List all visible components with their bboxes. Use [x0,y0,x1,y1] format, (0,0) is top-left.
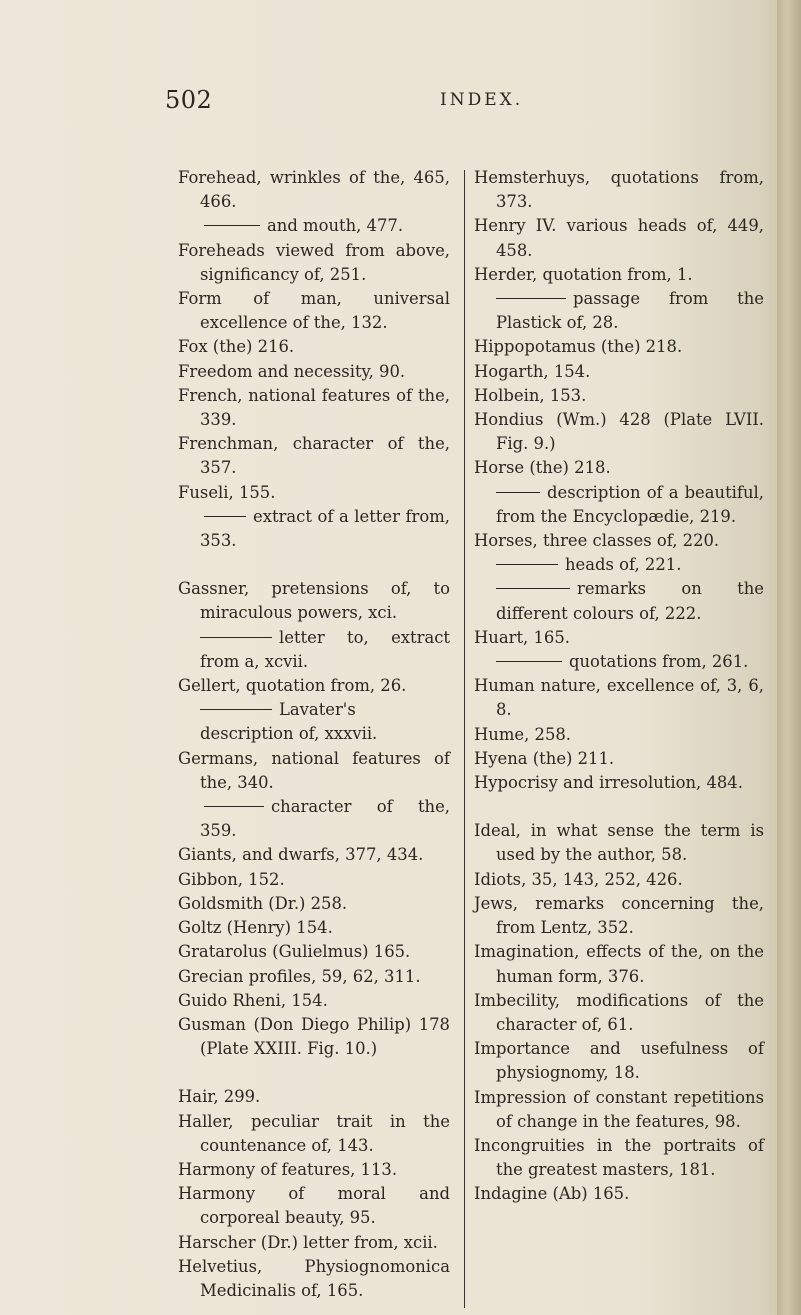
ditto-dash [496,298,566,299]
index-entry-text: Hemsterhuys, quotations from, 373. [474,168,764,212]
index-entry [178,577,450,625]
index-entry [178,1231,450,1255]
index-entry-text: Fuseli, 155. [178,482,276,502]
index-entry-text: Harmony of features, 113. [178,1159,398,1179]
index-entry-text: Hippopotamus (the) 218. [474,337,683,357]
index-entry-text: Form of man, universal excellence of the, 132. [178,289,450,333]
ditto-dash [200,637,272,638]
index-entry [178,698,450,746]
index-entry [178,1013,450,1061]
ditto-dash [496,492,540,493]
index-entry [178,384,450,432]
index-entry [474,892,764,940]
index-entry [474,868,764,892]
index-entry [178,239,450,287]
ditto-dash [204,516,246,517]
index-entry [474,384,764,408]
section-gap [178,553,450,577]
index-entry-text: Herder, quotation from, 1. [474,264,693,284]
index-entry-text: Jews, remarks concerning the, from Lentz, 352. [474,893,764,938]
index-entry-text: Guido Rheni, 154. [178,990,328,1010]
index-entry-text: Fox (the) 216. [178,337,295,357]
index-entry-text: Imagination, effects of the, on the human form, 376. [474,942,764,986]
index-entry [178,892,450,916]
index-entry [474,723,764,747]
index-entry-text: and mouth, 477. [267,216,404,236]
index-entry-text: Goltz (Henry) 154. [178,918,333,938]
index-entry-text: heads of, 221. [565,555,682,575]
index-entry-text: passage from the Plastick of, 28. [496,289,764,333]
index-entry [178,1255,450,1303]
index-entry [178,626,450,674]
index-entry [178,674,450,698]
index-entry [178,287,450,335]
index-entry [178,1158,450,1182]
index-entry-text: Ideal, in what sense the term is used by the author, 58. [474,821,764,865]
index-entry [474,1134,764,1182]
index-entry-text: quotations from, 261. [569,652,749,672]
index-entry-text: Gassner, pretensions of, to miraculous powers, xci. [178,579,450,623]
index-entry [474,747,764,771]
index-entry-text: Hyena (the) 211. [474,748,615,768]
index-entry-text: Helvetius, Physiognomonica Medicinalis of, 165. [178,1256,450,1300]
index-entry-text: description of a beautiful, from the Encyclopædie, 219. [496,482,764,526]
index-entry-text: Germans, national features of the, 340. [178,748,450,792]
ditto-dash [204,806,264,807]
index-entry-text: Horse (the) 218. [474,458,611,478]
index-entry [474,1182,764,1206]
index-entry [178,1085,450,1109]
index-entry [178,432,450,480]
index-entry [474,553,764,577]
index-entry [474,263,764,287]
page-edge [777,0,801,1315]
index-entry-text: Hypocrisy and irresolution, 484. [474,773,743,793]
index-entry [474,335,764,359]
index-entry [178,795,450,843]
index-entry-text: Gellert, quotation from, 26. [178,676,407,696]
index-entry [474,456,764,480]
index-entry [178,916,450,940]
index-entry-text: French, national features of the, 339. [178,385,450,430]
index-entry-text: Imbecility, modifications of the character of, 61. [474,990,764,1034]
page-number: 502 [165,86,213,114]
index-entry-text: Freedom and necessity, 90. [178,361,406,381]
index-entry-text: Henry IV. various heads of, 449, 458. [474,216,764,260]
index-column-left [178,166,450,1303]
index-entry-text: Hair, 299. [178,1087,261,1107]
index-entry [474,674,764,722]
index-entry [178,1182,450,1230]
index-entry-text: Lavater's description of, xxxvii. [200,700,378,744]
index-entry-text: Giants, and dwarfs, 377, 434. [178,845,424,865]
index-entry [474,287,764,335]
ditto-dash [496,661,562,662]
index-entry [474,214,764,262]
ditto-dash [496,564,558,565]
index-entry-text: Hondius (Wm.) 428 (Plate LVII. Fig. 9.) [474,410,764,454]
index-entry [178,843,450,867]
index-entry [474,626,764,650]
index-entry-text: Frenchman, character of the, 357. [178,434,450,478]
index-entry [474,408,764,456]
index-entry [474,529,764,553]
section-gap [178,1061,450,1085]
index-entry [178,360,450,384]
index-entry-text: remarks on the different colours of, 222. [496,579,764,623]
index-entry [474,650,764,674]
index-entry-text: Harscher (Dr.) letter from, xcii. [178,1232,438,1252]
page-header [165,86,585,116]
index-entry-text: Gusman (Don Diego Philip) 178 (Plate XXIII. Fig. 10.) [178,1014,450,1059]
index-entry-text: Impression of constant repetitions of change in the features, 98. [474,1087,764,1131]
section-gap [474,795,764,819]
index-entry [474,940,764,988]
index-entry [178,214,450,238]
index-entry-text: Incongruities in the portraits of the greatest masters, 181. [474,1135,764,1180]
index-entry-text: Idiots, 35, 143, 252, 426. [474,869,683,889]
index-entry-text: Importance and usefulness of physiognomy, 18. [474,1039,764,1083]
running-head: INDEX. [440,90,524,110]
index-entry [474,1037,764,1085]
ditto-dash [200,709,272,710]
index-entry [474,360,764,384]
index-entry-text: Holbein, 153. [474,385,587,405]
index-entry [178,1110,450,1158]
index-entry-text: Harmony of moral and corporeal beauty, 95. [178,1184,450,1228]
index-entry-text: letter to, extract from a, xcvii. [200,627,450,671]
index-entry-text: Human nature, excellence of, 3, 6, 8. [474,676,764,720]
ditto-dash [204,225,260,226]
index-entry [474,819,764,867]
index-entry [178,868,450,892]
index-entry [474,989,764,1037]
index-entry [178,965,450,989]
index-entry-text: Indagine (Ab) 165. [474,1184,630,1204]
index-entry [474,1086,764,1134]
index-entry [178,481,450,505]
index-entry-text: Forehead, wrinkles of the, 465, 466. [178,168,450,212]
index-entry [474,166,764,214]
ditto-dash [496,588,570,589]
index-entry-text: Grecian profiles, 59, 62, 311. [178,966,421,986]
index-entry [178,505,450,553]
index-entry-text: Haller, peculiar trait in the countenance of, 143. [178,1111,450,1155]
index-entry-text: Gratarolus (Gulielmus) 165. [178,942,411,962]
index-entry [474,481,764,529]
index-entry-text: character of the, 359. [200,797,450,841]
index-entry-text: Hogarth, 154. [474,361,591,381]
index-entry-text: Foreheads viewed from above, significancy of, 251. [178,240,450,284]
index-column-right [474,166,764,1207]
index-entry [178,747,450,795]
index-entry-text: extract of a letter from, 353. [200,506,450,551]
index-entry-text: Hume, 258. [474,724,572,744]
index-entry-text: Huart, 165. [474,627,570,647]
index-entry [178,335,450,359]
index-entry [178,989,450,1013]
index-entry [178,940,450,964]
index-entry-text: Goldsmith (Dr.) 258. [178,893,348,913]
index-entry-text: Horses, three classes of, 220. [474,531,720,551]
index-entry [178,166,450,214]
column-divider [464,170,465,1308]
index-entry [474,771,764,795]
index-entry [474,577,764,625]
index-entry-text: Gibbon, 152. [178,869,285,889]
